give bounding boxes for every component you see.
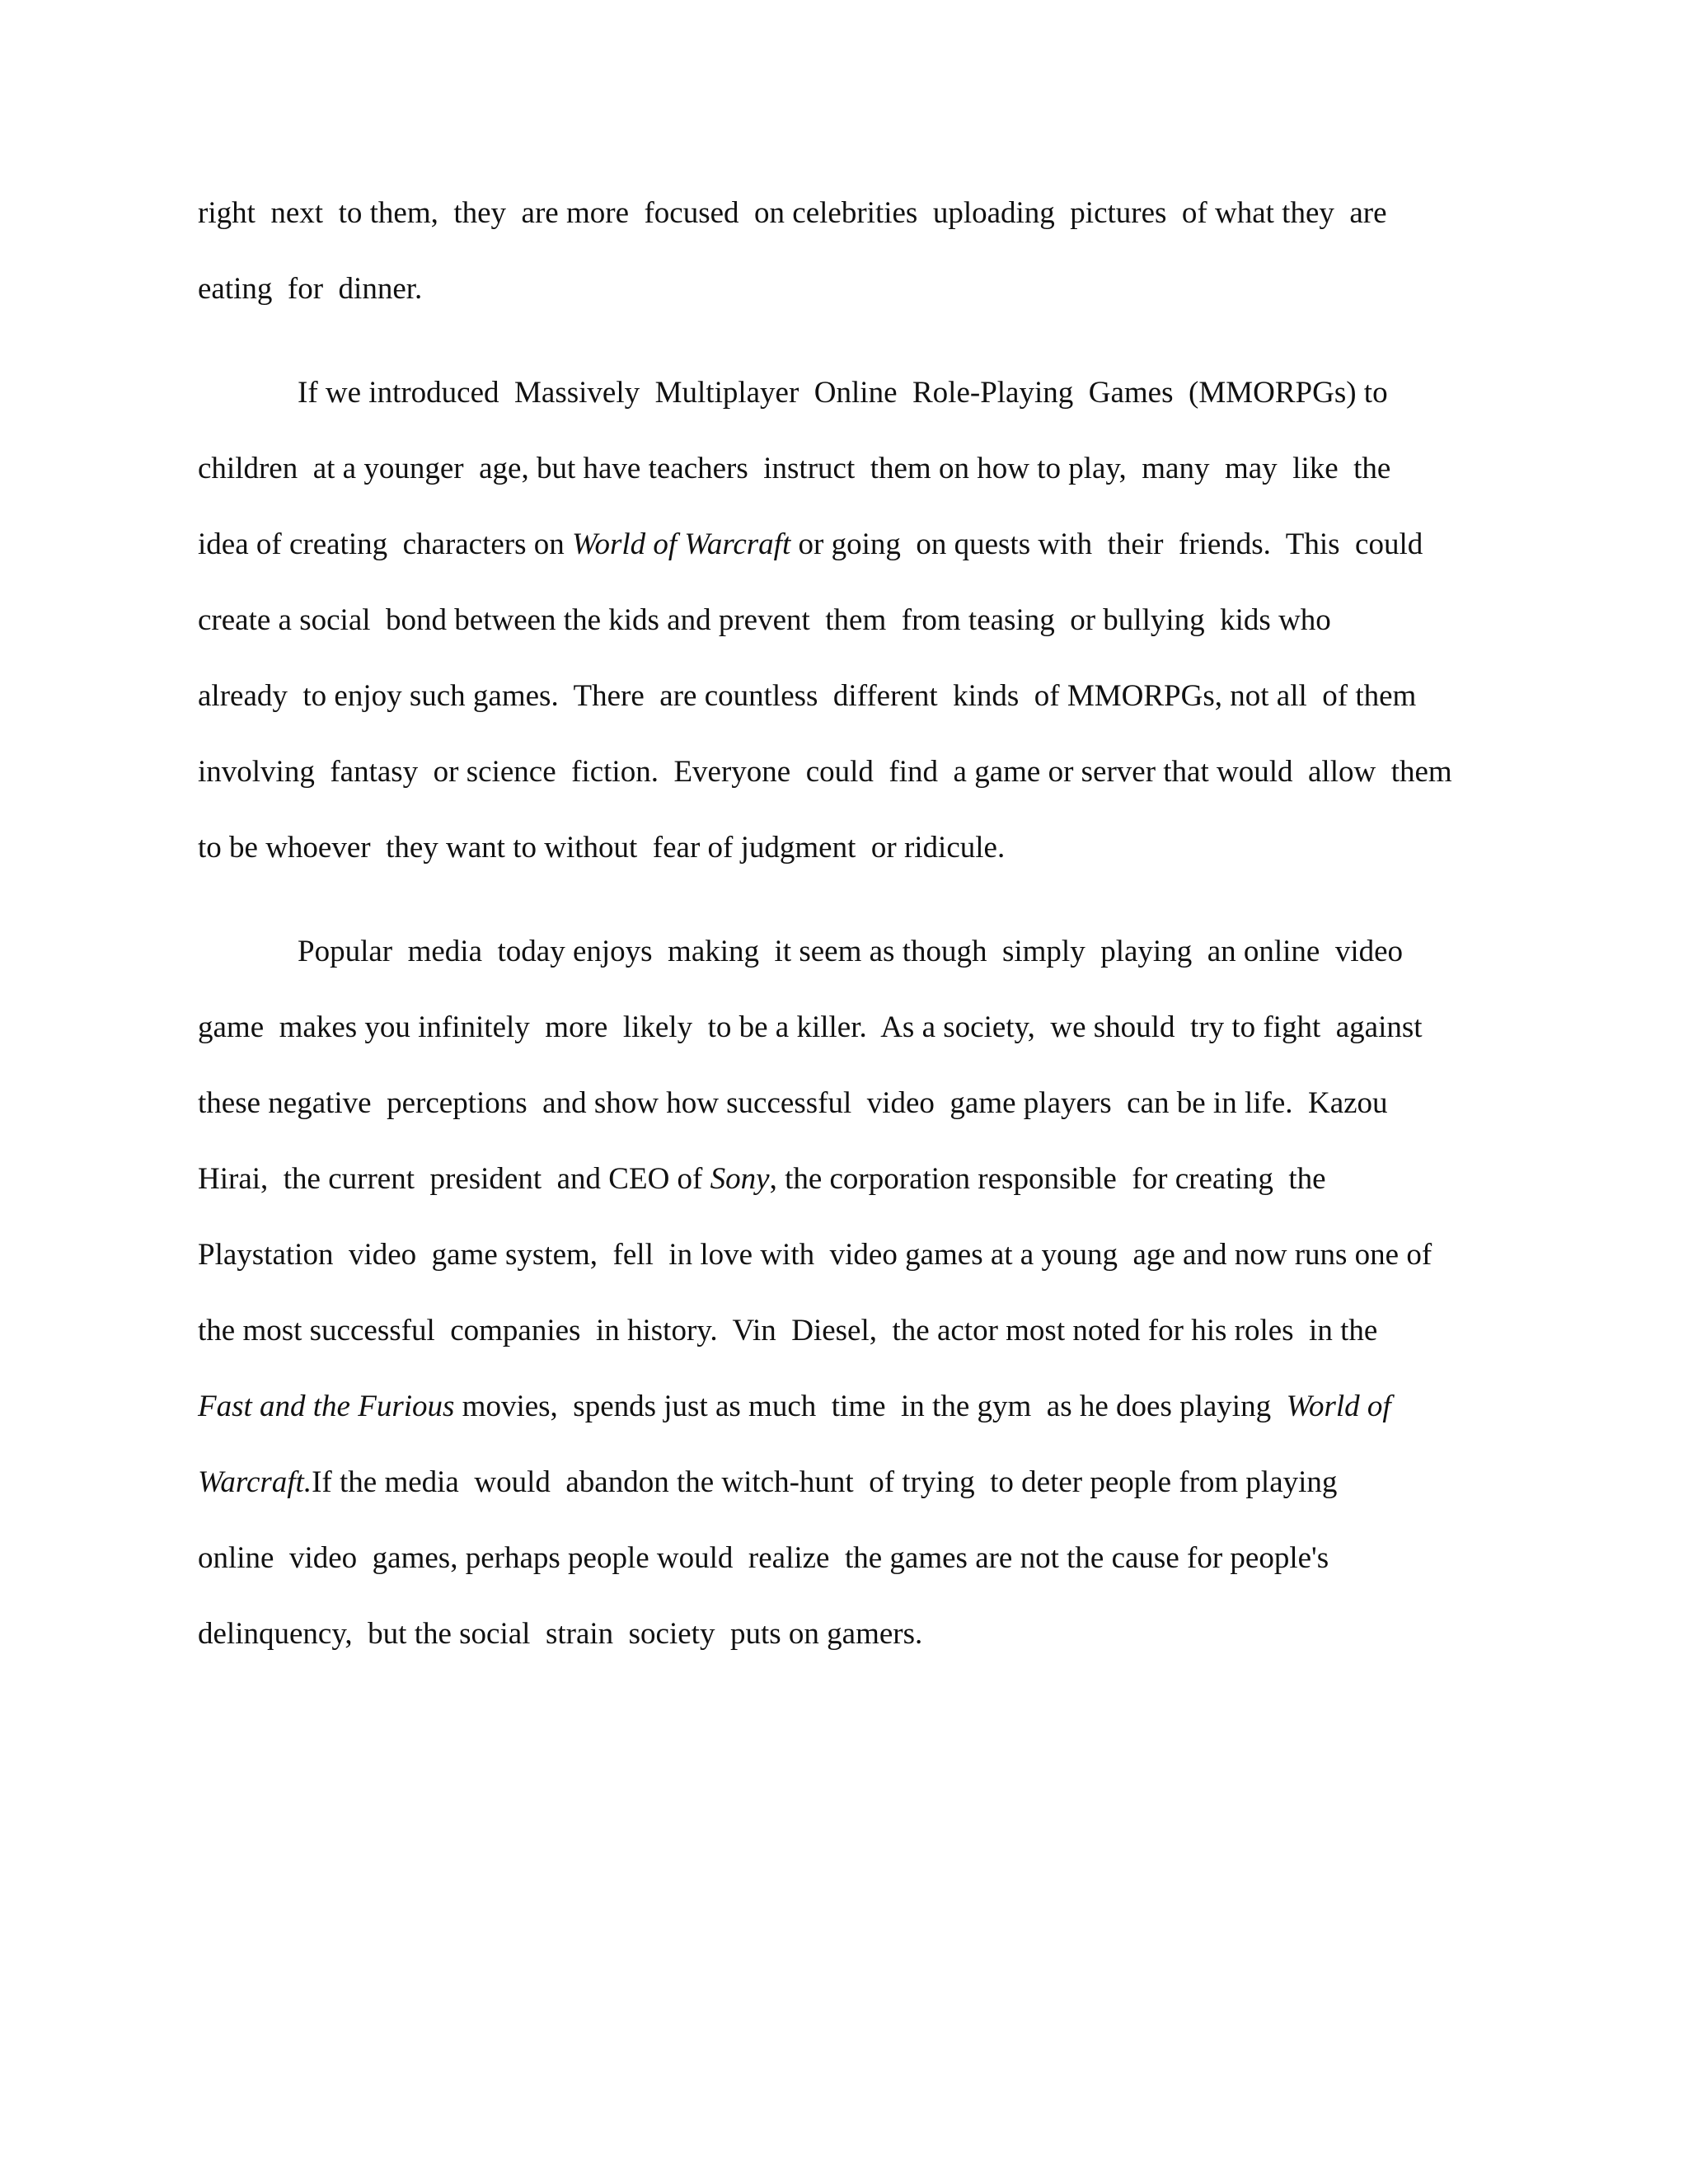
text-line [198,1078,1517,1154]
body-text: Hirai, the current president and CEO of [198,1162,710,1196]
body-text: game makes you infinitely more likely to be a killer. As a society, we should try to fight against [198,1010,1423,1044]
paragraph [198,926,1517,1685]
text-line [198,519,1517,595]
italic-title-text: Fast and the Furious [198,1390,455,1423]
body-text: Popular media today enjoys making it seem as though simply playing an online video [298,935,1404,968]
body-text: If the media would abandon the witch-hunt of trying to deter people from playing [312,1465,1338,1499]
body-text: involving fantasy or science fiction. Everyone could find a game or server that would allow them [198,755,1452,789]
body-text: create a social bond between the kids and prevent them from teasing or bullying kids who [198,603,1331,637]
text-line [198,1457,1517,1533]
paragraph-spacer [198,898,1517,926]
text-line [198,926,1517,1002]
document-body [198,188,1517,1685]
text-line [198,1381,1517,1457]
body-text: If we introduced Massively Multiplayer Online Role-Playing Games (MMORPGs) to [298,376,1388,410]
body-text: to be whoever they want to without fear of judgment or ridicule. [198,831,1006,865]
body-text: online video games, perhaps people would realize the games are not the cause for people's [198,1541,1329,1575]
body-text: the most successful companies in history. Vin Diesel, the actor most noted for his roles in the [198,1314,1378,1347]
text-line [198,747,1517,823]
text-line [198,823,1517,898]
italic-title-text: Sony [710,1162,770,1196]
body-text: or going on quests with their friends. This could [790,527,1423,561]
text-line [198,368,1517,443]
paragraph [198,188,1517,340]
body-text: eating for dinner. [198,272,423,306]
italic-title-text: World of [1286,1390,1391,1423]
paragraph-spacer [198,340,1517,368]
body-text: idea of creating characters on [198,527,573,561]
body-text: these negative perceptions and show how successful video game players can be in life. Kazou [198,1086,1388,1120]
body-text: Playstation video game system, fell in love with video games at a young age and now runs one of [198,1238,1432,1272]
body-text: children at a younger age, but have teachers instruct them on how to play, many may like the [198,452,1391,485]
italic-title-text: World of Warcraft [572,527,791,561]
text-line [198,671,1517,747]
text-line [198,1154,1517,1230]
text-line [198,188,1517,264]
text-line [198,264,1517,340]
paragraph [198,368,1517,898]
body-text: right next to them, they are more focused on celebrities uploading pictures of what they are [198,196,1387,230]
text-line [198,1230,1517,1305]
text-line [198,1305,1517,1381]
body-text: delinquency, but the social strain society puts on gamers. [198,1617,923,1651]
text-line [198,595,1517,671]
text-line [198,1609,1517,1685]
italic-title-text: Warcraft. [198,1465,312,1499]
body-text: movies, spends just as much time in the gym as he does playing [454,1390,1287,1423]
text-line [198,1002,1517,1078]
text-line [198,443,1517,519]
text-line [198,1533,1517,1609]
body-text: , the corporation responsible for creating the [769,1162,1326,1196]
body-text: already to enjoy such games. There are countless different kinds of MMORPGs, not all of them [198,679,1417,713]
